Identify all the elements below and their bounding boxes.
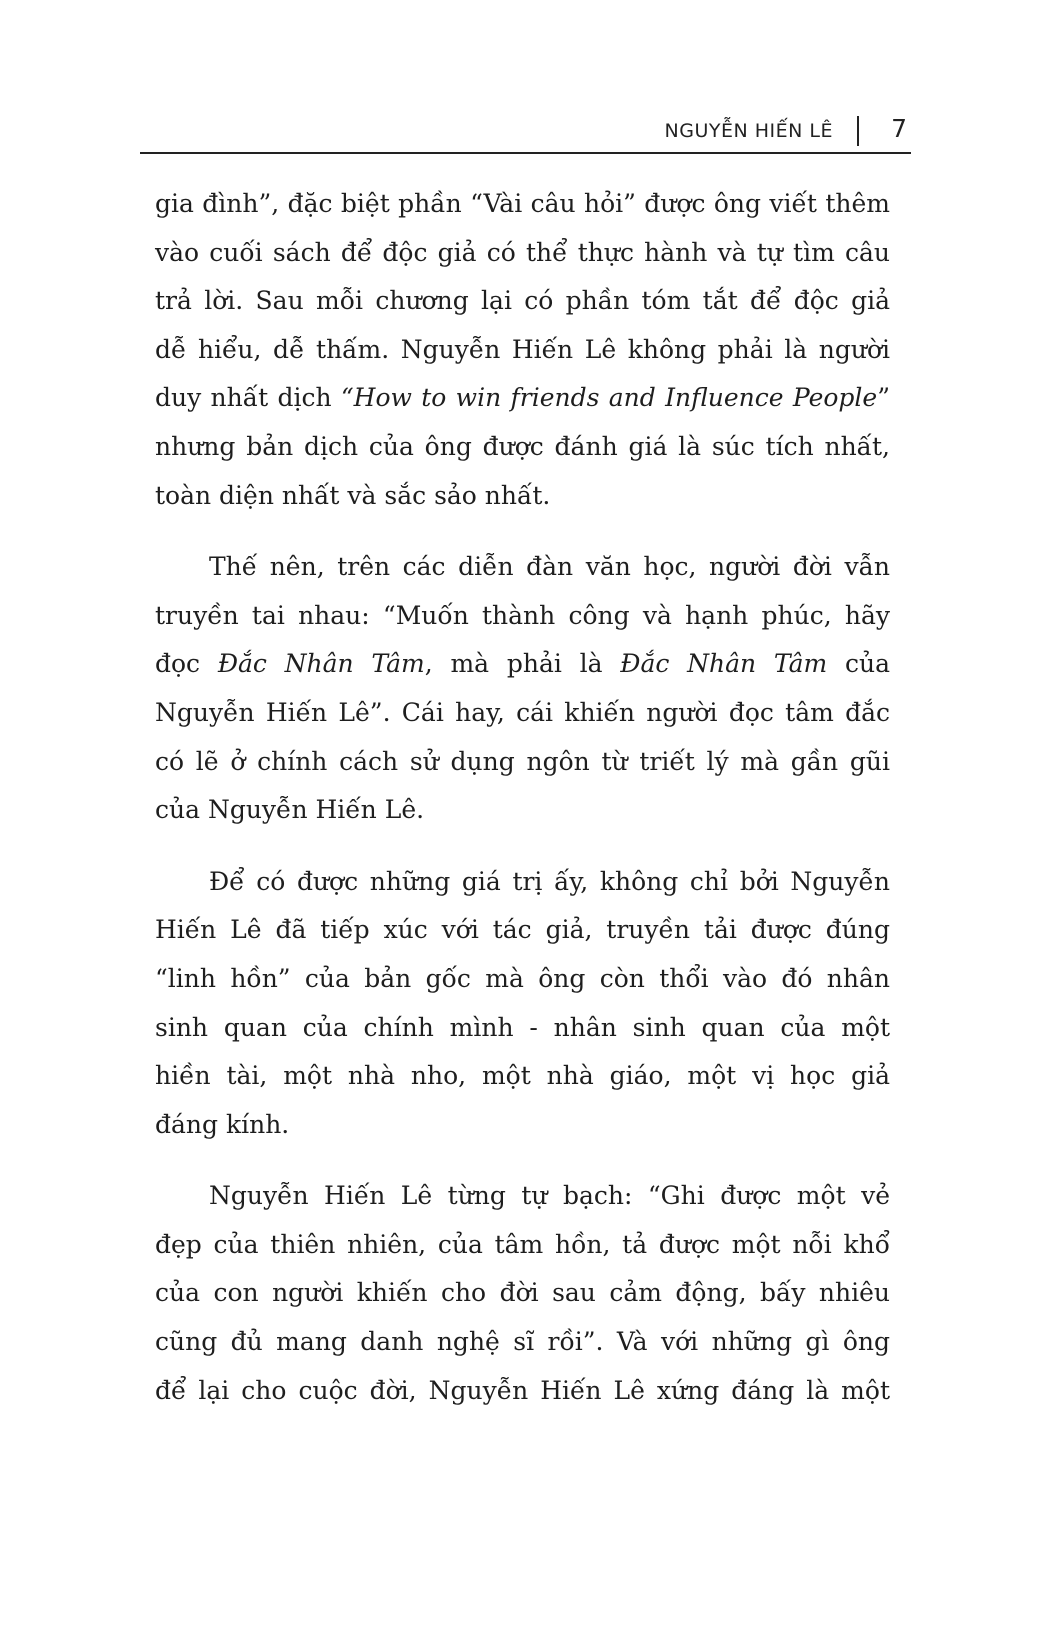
text-line: cũng đủ mang danh nghệ sĩ rồi”. Và với những gì ông xyxy=(155,1327,890,1357)
text-line xyxy=(155,640,890,689)
header-author: NGUYỄN HIẾN LÊ xyxy=(664,120,833,142)
text-line: toàn diện nhất và sắc sảo nhất. xyxy=(155,480,551,510)
header-divider xyxy=(857,116,859,146)
body-text xyxy=(155,180,890,1438)
book-title: Đắc Nhân Tâm xyxy=(620,649,828,679)
text-line: vào cuối sách để độc giả có thể thực hành và tự tìm câu xyxy=(155,237,890,267)
page-number: 7 xyxy=(891,114,907,143)
text-line: hiền tài, một nhà nho, một nhà giáo, một vị học giả xyxy=(155,1061,890,1091)
text-run: ” xyxy=(877,383,890,413)
text-run: đọc xyxy=(155,649,218,679)
text-line: có lẽ ở chính cách sử dụng ngôn từ triết lý mà gần gũi xyxy=(155,746,890,776)
book-title-english: “How to win friends and Influence People xyxy=(340,383,878,413)
book-title: Đắc Nhân Tâm xyxy=(217,649,425,679)
text-line: để lại cho cuộc đời, Nguyễn Hiến Lê xứng đáng là một xyxy=(155,1375,890,1405)
text-line: đẹp của thiên nhiên, của tâm hồn, tả được một nỗi khổ xyxy=(155,1229,890,1259)
text-line: dễ hiểu, dễ thấm. Nguyễn Hiến Lê không phải là người xyxy=(155,334,890,364)
text-run: duy nhất dịch xyxy=(155,383,341,413)
text-run: , mà phải là xyxy=(424,649,621,679)
text-line: “linh hồn” của bản gốc mà ông còn thổi vào đó nhân xyxy=(155,963,890,993)
running-header xyxy=(140,112,911,154)
text-line: Hiến Lê đã tiếp xúc với tác giả, truyền tải được đúng xyxy=(155,915,890,945)
text-line: Nguyễn Hiến Lê từng tự bạch: “Ghi được một vẻ xyxy=(209,1181,890,1211)
text-run: của xyxy=(827,649,890,679)
paragraph-3 xyxy=(155,858,890,1150)
text-line: Để có được những giá trị ấy, không chỉ bởi Nguyễn xyxy=(209,866,890,896)
paragraph-1 xyxy=(155,180,890,520)
text-line: truyền tai nhau: “Muốn thành công và hạnh phúc, hãy xyxy=(155,600,890,630)
text-line: của con người khiến cho đời sau cảm động, bấy nhiêu xyxy=(155,1278,890,1308)
text-line: trả lời. Sau mỗi chương lại có phần tóm tắt để độc giả xyxy=(155,286,890,316)
text-line xyxy=(155,374,890,423)
text-line: Nguyễn Hiến Lê”. Cái hay, cái khiến người đọc tâm đắc xyxy=(155,697,890,727)
text-line: đáng kính. xyxy=(155,1109,290,1139)
paragraph-2 xyxy=(155,543,890,835)
text-line: của Nguyễn Hiến Lê. xyxy=(155,795,425,825)
paragraph-4 xyxy=(155,1172,890,1415)
text-line: gia đình”, đặc biệt phần “Vài câu hỏi” được ông viết thêm xyxy=(155,189,890,218)
text-line: sinh quan của chính mình - nhân sinh quan của một xyxy=(155,1012,890,1042)
text-line: nhưng bản dịch của ông được đánh giá là súc tích nhất, xyxy=(155,431,890,461)
text-line: Thế nên, trên các diễn đàn văn học, người đời vẫn xyxy=(209,552,890,582)
